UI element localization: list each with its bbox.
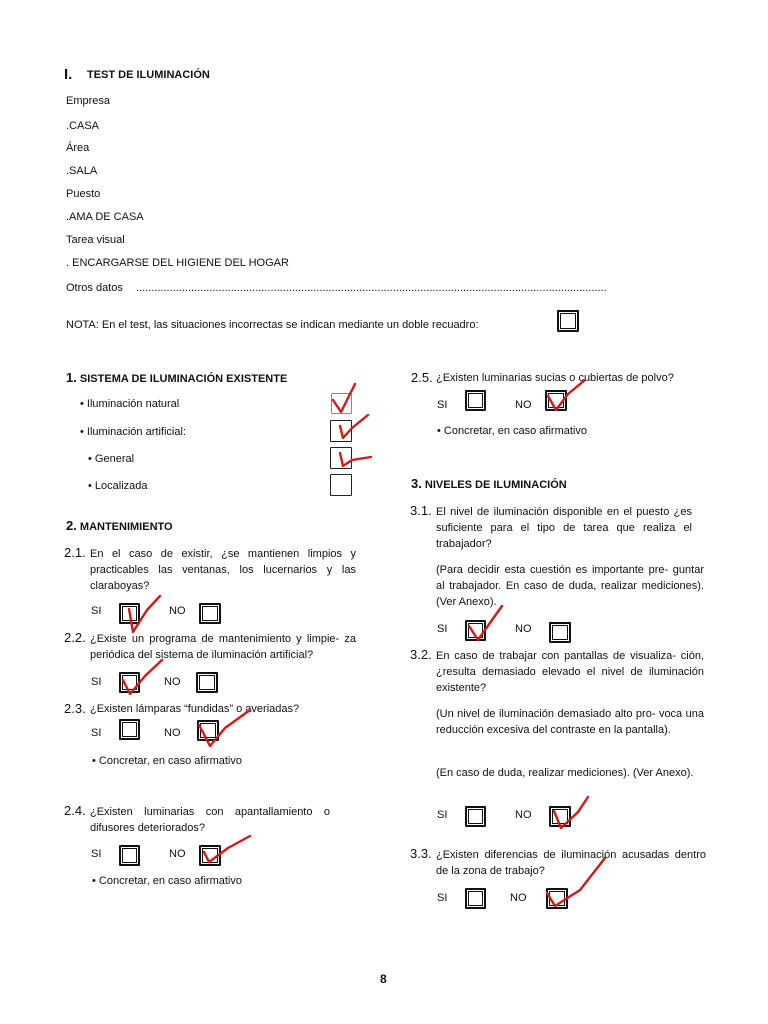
q3-3-no-box[interactable] [546,888,568,909]
section2-title: MANTENIMIENTO [79,521,173,533]
q2-4-note: • Concretar, en caso afirmativo [92,875,242,887]
q2-1-text: En el caso de existir, ¿se mantienen limpios y practicables las ventanas, los lucernarios y las claraboyas? [90,548,356,592]
q3-3-si-box[interactable] [465,888,486,909]
checkbox-general[interactable] [330,447,352,469]
q3-1-si-label: SI [437,623,448,635]
q2-4-text: ¿Existen luminarias con apantallamiento o difusores deteriorados? [90,806,330,834]
s1-item-general: • General [88,453,135,465]
q2-3-si-box[interactable] [119,719,140,740]
q2-3-si-label: SI [91,727,102,739]
q2-5-no-label: NO [515,399,532,411]
q3-1-si-box[interactable] [465,620,486,641]
section1-heading [66,370,287,385]
q3-2-note1: (Un nivel de iluminación demasiado alto pro- voca una reducción excesiva del contraste en la pantalla). [436,708,704,736]
q2-3-note: • Concretar, en caso afirmativo [92,755,242,767]
section-roman-numeral: I. [64,66,73,83]
q3-1-note: (Para decidir esta cuestión es importante pre- guntar al trabajador. En caso de duda, realizar mediciones). (Ver Anexo). [436,564,704,608]
q2-1-no-box[interactable] [199,603,221,624]
q3-3-no-label: NO [510,892,527,904]
otros-dots: .......................................................................................................................................................... [136,282,607,294]
page-title: TEST DE ILUMINACIÓN [87,69,210,81]
tarea-label: Tarea visual [66,234,125,246]
page-number: 8 [380,972,387,986]
q2-2-si-box[interactable] [119,672,140,693]
q2-1-no-label: NO [169,605,186,617]
q2-2-no-box[interactable] [196,672,218,693]
q2-1-number: 2.1. [64,545,86,560]
q2-1-si-box[interactable] [119,603,140,624]
q2-3-no-box[interactable] [197,720,219,741]
q3-2-si-box[interactable] [465,806,486,827]
q3-3-number: 3.3. [410,846,432,861]
q3-2-number: 3.2. [410,647,432,662]
section3-title: NIVELES DE ILUMINACIÓN [424,479,567,491]
empresa-value: .CASA [66,120,100,132]
q2-3-no-label: NO [164,727,181,739]
tarea-value: . ENCARGARSE DEL HIGIENE DEL HOGAR [66,257,289,269]
s1-item-localizada: • Localizada [88,480,148,492]
q3-2-note2: (En caso de duda, realizar mediciones). (Ver Anexo). [436,767,694,779]
q2-4-si-box[interactable] [119,845,140,866]
q2-5-note: • Concretar, en caso afirmativo [437,425,587,437]
q3-2-no-label: NO [515,809,532,821]
q3-1-number: 3.1. [410,503,432,518]
q2-3-text: ¿Existen lámparas “fundidas” o averiadas? [90,703,300,715]
checkbox-natural[interactable] [331,393,352,414]
section2-number: 2. [66,518,77,533]
puesto-value: .AMA DE CASA [66,211,144,223]
q2-2-text: ¿Existe un programa de mantenimiento y limpie- za periódica del sistema de iluminación artificial? [90,633,356,661]
checkbox-artificial[interactable] [330,420,352,442]
section2-heading [66,518,173,533]
q3-2-si-label: SI [437,809,448,821]
q3-1-no-box[interactable] [549,622,571,643]
q3-1-text: El nivel de iluminación disponible en el puesto ¿es suficiente para el tipo de tarea que realiza el trabajador? [436,506,692,550]
q3-3-text: ¿Existen diferencias de iluminación acusadas dentro de la zona de trabajo? [436,849,706,877]
area-label: Área [66,142,90,154]
section3-number: 3. [411,476,422,491]
section1-title: SISTEMA DE ILUMINACIÓN EXISTENTE [79,373,288,385]
empresa-label: Empresa [66,95,111,107]
nota-double-box [557,310,579,332]
q2-5-no-box[interactable] [545,390,567,411]
q2-5-si-box[interactable] [465,390,486,411]
nota-text: NOTA: En el test, las situaciones incorrectas se indican mediante un doble recuadro: [66,319,479,331]
q3-2-no-box[interactable] [549,806,571,827]
q2-5-number: 2.5. [411,370,433,385]
q3-3-si-label: SI [437,892,448,904]
q2-4-si-label: SI [91,848,102,860]
q2-2-no-label: NO [164,676,181,688]
q2-5-text: ¿Existen luminarias sucias o cubiertas de polvo? [436,372,674,384]
section3-heading [411,476,567,491]
otros-label: Otros datos [66,282,123,294]
q2-1-si-label: SI [91,605,102,617]
q2-5-si-label: SI [437,399,448,411]
q2-4-no-box[interactable] [199,845,221,866]
s1-item-natural: • Iluminación natural [80,398,180,410]
q2-4-number: 2.4. [64,803,86,818]
q2-2-si-label: SI [91,676,102,688]
q3-2-text: En caso de trabajar con pantallas de visualiza- ción, ¿resulta demasiado elevado el nivel de iluminación existente? [436,650,704,694]
q3-1-no-label: NO [515,623,532,635]
area-value: .SALA [66,165,98,177]
q2-2-number: 2.2. [64,630,86,645]
puesto-label: Puesto [66,188,101,200]
section1-number: 1. [66,370,77,385]
q2-4-no-label: NO [169,848,186,860]
checkbox-localizada[interactable] [330,474,352,496]
s1-item-artificial: • Iluminación artificial: [80,426,186,438]
q2-3-number: 2.3. [64,701,86,716]
